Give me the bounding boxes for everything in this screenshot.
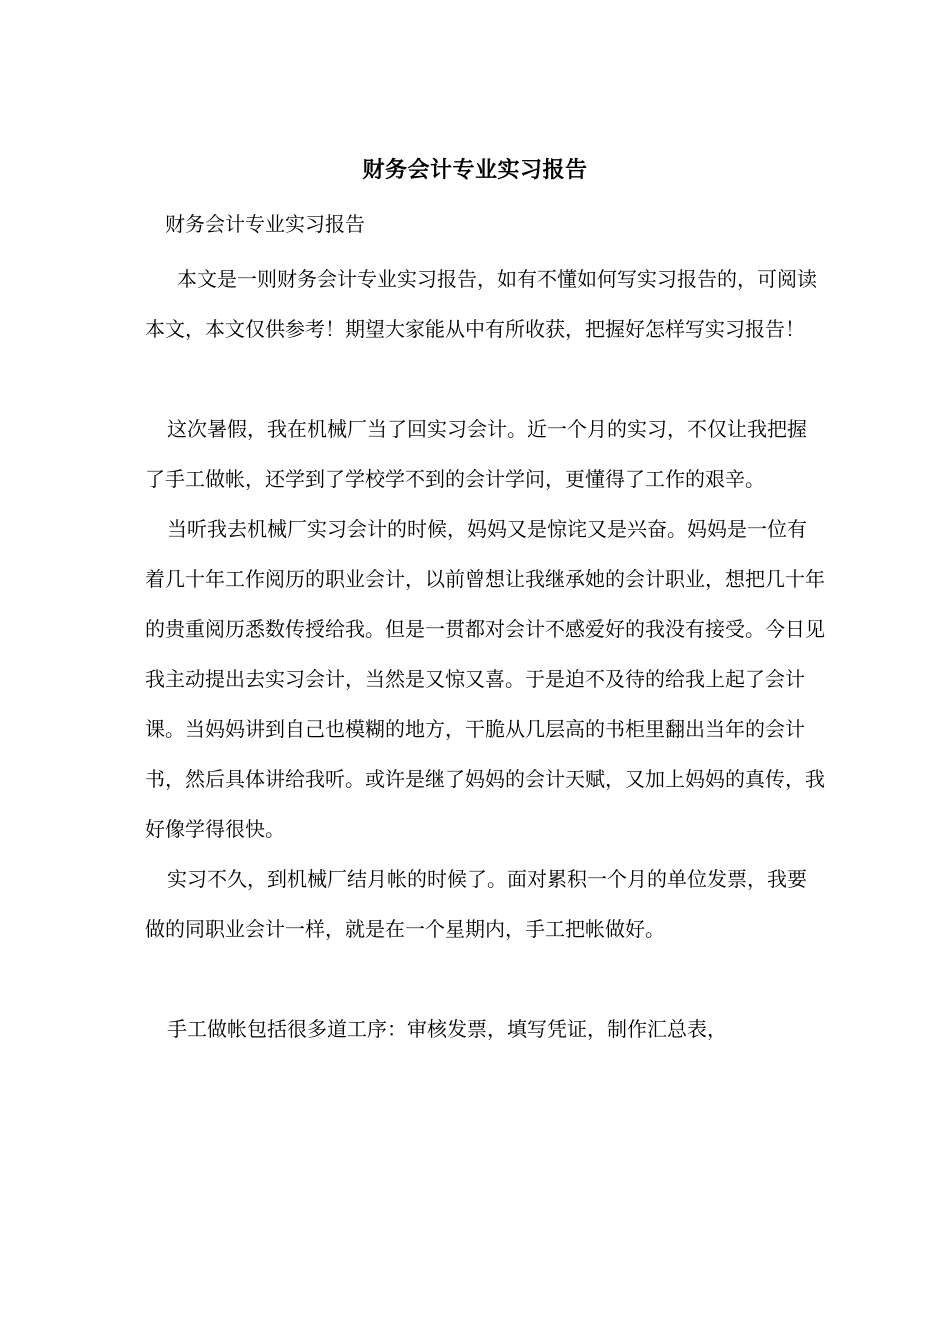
document-subtitle: 财务会计专业实习报告: [165, 212, 365, 236]
blank-line: [145, 954, 825, 1004]
paragraph-month-end: 实习不久，到机械厂结月帐的时候了。面对累积一个月的单位发票，我要做的同职业会计一样，就是在一个星期内，手工把帐做好。: [145, 867, 807, 941]
blank-line: [145, 354, 825, 404]
document-body: [145, 254, 825, 1054]
document-title: 财务会计专业实习报告: [362, 157, 588, 183]
paragraph-mother: 当听我去机械厂实习会计的时候，妈妈又是惊诧又是兴奋。妈妈是一位有着几十年工作阅历的职业会计，以前曾想让我继承她的会计职业，想把几十年的贵重阅历悉数传授给我。但是一贯都对会计不感爱好的我没有接受。今日见我主动提出去实习会计，当然是又惊又喜。于是迫不及待的给我上起了会计课。当妈妈讲到自己也模糊的地方，干脆从几层高的书柜里翻出当年的会计书，然后具体讲给我听。或许是继了妈妈的会计天赋，又加上妈妈的真传，我好像学得很快。: [145, 517, 825, 841]
paragraph-procedures: 手工做帐包括很多道工序：审核发票，填写凭证，制作汇总表，: [167, 1017, 727, 1041]
paragraph-intro: 本文是一则财务会计专业实习报告，如有不懂如何写实习报告的，可阅读本文，本文仅供参考！期望大家能从中有所收获，把握好怎样写实习报告！: [145, 267, 817, 341]
paragraph-summer: 这次暑假，我在机械厂当了回实习会计。近一个月的实习，不仅让我把握了手工做帐，还学到了学校学不到的会计学问，更懂得了工作的艰辛。: [145, 417, 807, 491]
